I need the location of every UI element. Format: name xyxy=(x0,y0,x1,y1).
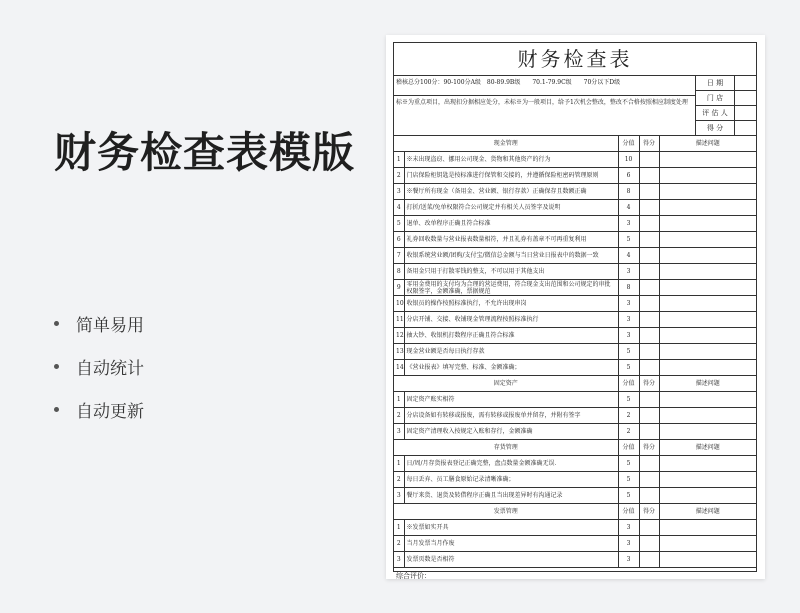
score-input-cell[interactable] xyxy=(639,552,659,568)
problem-desc-cell[interactable] xyxy=(659,312,756,328)
item-text: 收银员的操作按照标准执行，不允许出现串岗 xyxy=(404,296,618,312)
col-got-header: 得分 xyxy=(639,440,659,456)
score-input-cell[interactable] xyxy=(639,184,659,200)
table-row xyxy=(394,152,756,168)
item-number: 9 xyxy=(394,280,404,296)
feature-item xyxy=(54,313,144,336)
score-input-cell[interactable] xyxy=(639,536,659,552)
table-row xyxy=(394,408,756,424)
score-input-cell[interactable] xyxy=(639,344,659,360)
table-row xyxy=(394,200,756,216)
check-form xyxy=(393,42,757,580)
item-number: 2 xyxy=(394,408,404,424)
document-preview xyxy=(386,35,765,579)
problem-desc-cell[interactable] xyxy=(659,360,756,376)
item-number: 6 xyxy=(394,232,404,248)
item-number: 3 xyxy=(394,552,404,568)
table-row xyxy=(394,312,756,328)
problem-desc-cell[interactable] xyxy=(659,328,756,344)
col-desc-header: 描述问题 xyxy=(659,376,756,392)
item-text: 《营业报表》填写完整、标准、金额准确； xyxy=(404,360,618,376)
table-row xyxy=(394,168,756,184)
score-input-cell[interactable] xyxy=(639,520,659,536)
section-header-row xyxy=(394,376,756,392)
score-input-cell[interactable] xyxy=(639,472,659,488)
item-number: 2 xyxy=(394,472,404,488)
item-number: 12 xyxy=(394,328,404,344)
problem-desc-cell[interactable] xyxy=(659,280,756,296)
problem-desc-cell[interactable] xyxy=(659,424,756,440)
col-got-header: 得分 xyxy=(639,504,659,520)
score-input-cell[interactable] xyxy=(639,328,659,344)
item-text: 退单、改单程序正确且符合标准 xyxy=(404,216,618,232)
standard-note: 标※为重点项目，出现扣分据相应处分，未标※为一般项目，给予1次机会整改，整改不合格按照相应制度处理 xyxy=(396,99,688,106)
item-score: 3 xyxy=(618,264,639,280)
table-row xyxy=(394,216,756,232)
notes xyxy=(394,76,695,135)
item-score: 8 xyxy=(618,184,639,200)
item-score: 5 xyxy=(618,472,639,488)
table-row xyxy=(394,360,756,376)
section-title: 发票管理 xyxy=(394,504,618,520)
score-input-cell[interactable] xyxy=(639,312,659,328)
table-row xyxy=(394,520,756,536)
score-note: 稽核总分100分：90-100分A级 80-89.9B级 70.1-79.9C级 70分以下D级 xyxy=(394,76,695,96)
check-table xyxy=(394,136,756,568)
bullet-dot xyxy=(54,364,59,369)
document-title: 财务检查表 xyxy=(394,43,756,76)
problem-desc-cell[interactable] xyxy=(659,248,756,264)
item-score: 3 xyxy=(618,296,639,312)
info-label: 得 分 xyxy=(706,124,724,132)
info-row-store xyxy=(696,90,756,105)
assessor-field[interactable] xyxy=(734,106,756,120)
table-row xyxy=(394,472,756,488)
problem-desc-cell[interactable] xyxy=(659,520,756,536)
score-input-cell[interactable] xyxy=(639,392,659,408)
item-text: 餐厅来货、退货及转借程序正确且当出现差异时有沟通记录 xyxy=(404,488,618,504)
col-desc-header: 描述问题 xyxy=(659,136,756,152)
item-score: 3 xyxy=(618,328,639,344)
table-row xyxy=(394,248,756,264)
section-header-row xyxy=(394,136,756,152)
problem-desc-cell[interactable] xyxy=(659,472,756,488)
col-score-header: 分值 xyxy=(618,136,639,152)
item-score: 5 xyxy=(618,360,639,376)
item-text: 固定资产清理收入按规定入账和存行，金额准确 xyxy=(404,424,618,440)
item-number: 2 xyxy=(394,168,404,184)
item-text: 备用金只用于打散零钱的整支，不可以用于其他支出 xyxy=(404,264,618,280)
item-score: 4 xyxy=(618,248,639,264)
table-row xyxy=(394,296,756,312)
item-text: 发票页数是否相符 xyxy=(404,552,618,568)
feature-label: 自动统计 xyxy=(76,358,144,379)
score-input-cell[interactable] xyxy=(639,360,659,376)
bullet-dot xyxy=(54,321,59,326)
info-label: 日 期 xyxy=(706,79,724,87)
item-score: 3 xyxy=(618,552,639,568)
item-text: 礼券回收数量与营业报表数量相符，并且礼券有盖章不可再重复利用 xyxy=(404,232,618,248)
item-number: 3 xyxy=(394,424,404,440)
section-title: 存货管理 xyxy=(394,440,618,456)
score-input-cell[interactable] xyxy=(639,216,659,232)
item-score: 3 xyxy=(618,536,639,552)
info-row-date xyxy=(696,76,756,90)
item-score: 2 xyxy=(618,408,639,424)
item-score: 3 xyxy=(618,312,639,328)
item-text: 日/周/月存货报表登记正确完整，盘点数量金额准确无误． xyxy=(404,456,618,472)
item-text: 零用金费用的支付均为合理的营运费用，符合现金支出范围和公司规定的审批权限签字，金额准确，票据规范 xyxy=(404,280,618,296)
item-score: 5 xyxy=(618,344,639,360)
date-field[interactable] xyxy=(734,76,756,90)
score-input-cell[interactable] xyxy=(639,296,659,312)
problem-desc-cell[interactable] xyxy=(659,200,756,216)
score-input-cell[interactable] xyxy=(639,456,659,472)
section-header-row xyxy=(394,440,756,456)
score-input-cell[interactable] xyxy=(639,152,659,168)
item-number: 5 xyxy=(394,216,404,232)
item-score: 5 xyxy=(618,232,639,248)
bullet-dot xyxy=(54,407,59,412)
item-text: ※未出现盗窃、挪用公司现金、货物和其他资产的行为 xyxy=(404,152,618,168)
item-text: 分店开铺、交接、收铺现金管理流程按照标准执行 xyxy=(404,312,618,328)
item-text: 门店保险柜钥匙是按标准进行保管和交接的，并遵循保险柜密码管理原则 xyxy=(404,168,618,184)
feature-label: 自动更新 xyxy=(76,401,144,422)
col-got-header: 得分 xyxy=(639,136,659,152)
item-score: 5 xyxy=(618,488,639,504)
score-input-cell[interactable] xyxy=(639,232,659,248)
problem-desc-cell[interactable] xyxy=(659,344,756,360)
score-input-cell[interactable] xyxy=(639,248,659,264)
item-text: 分店设备如有转移或报废，需有转移或报废单并留存，并附有签字 xyxy=(404,408,618,424)
problem-desc-cell[interactable] xyxy=(659,456,756,472)
item-text: 抽大钞、收银机打数程序正确且符合标准 xyxy=(404,328,618,344)
item-number: 1 xyxy=(394,456,404,472)
item-score: 3 xyxy=(618,520,639,536)
table-row xyxy=(394,232,756,248)
problem-desc-cell[interactable] xyxy=(659,536,756,552)
col-score-header: 分值 xyxy=(618,440,639,456)
problem-desc-cell[interactable] xyxy=(659,296,756,312)
col-score-header: 分值 xyxy=(618,376,639,392)
item-score: 5 xyxy=(618,456,639,472)
item-text: ※发票如实开具 xyxy=(404,520,618,536)
problem-desc-cell[interactable] xyxy=(659,264,756,280)
item-text: 每日丢弃、员工膳食原始记录清晰准确； xyxy=(404,472,618,488)
info-fields xyxy=(695,76,756,135)
item-score: 5 xyxy=(618,392,639,408)
item-text: ※餐厅所有现金（备用金、营业额、银行存款）正确保存且数额正确 xyxy=(404,184,618,200)
problem-desc-cell[interactable] xyxy=(659,216,756,232)
section-title: 固定资产 xyxy=(394,376,618,392)
section-title: 现金管理 xyxy=(394,136,618,152)
section-header-row xyxy=(394,504,756,520)
table-row xyxy=(394,456,756,472)
item-number: 10 xyxy=(394,296,404,312)
item-score: 8 xyxy=(618,280,639,296)
table-row xyxy=(394,488,756,504)
item-number: 1 xyxy=(394,520,404,536)
item-text: 固定资产账实相符 xyxy=(404,392,618,408)
item-number: 1 xyxy=(394,392,404,408)
score-input-cell[interactable] xyxy=(639,424,659,440)
feature-list xyxy=(54,313,144,442)
item-score: 6 xyxy=(618,168,639,184)
table-row xyxy=(394,392,756,408)
problem-desc-cell[interactable] xyxy=(659,488,756,504)
item-score: 10 xyxy=(618,152,639,168)
item-number: 14 xyxy=(394,360,404,376)
score-input-cell[interactable] xyxy=(639,264,659,280)
item-number: 1 xyxy=(394,152,404,168)
item-number: 3 xyxy=(394,184,404,200)
page-title: 财务检查表模版 xyxy=(54,128,356,177)
table-row xyxy=(394,552,756,568)
problem-desc-cell[interactable] xyxy=(659,184,756,200)
problem-desc-cell[interactable] xyxy=(659,152,756,168)
problem-desc-cell[interactable] xyxy=(659,552,756,568)
feature-item xyxy=(54,399,144,422)
problem-desc-cell[interactable] xyxy=(659,232,756,248)
info-block xyxy=(394,76,756,136)
feature-item xyxy=(54,356,144,379)
item-text: 现金营业额是否每日执行存款 xyxy=(404,344,618,360)
score-input-cell[interactable] xyxy=(639,168,659,184)
score-input-cell[interactable] xyxy=(639,488,659,504)
col-got-header: 得分 xyxy=(639,376,659,392)
col-desc-header: 描述问题 xyxy=(659,440,756,456)
item-number: 7 xyxy=(394,248,404,264)
score-input-cell[interactable] xyxy=(639,200,659,216)
problem-desc-cell[interactable] xyxy=(659,408,756,424)
item-number: 3 xyxy=(394,488,404,504)
item-number: 11 xyxy=(394,312,404,328)
table-row xyxy=(394,536,756,552)
table-row xyxy=(394,184,756,200)
table-row xyxy=(394,328,756,344)
item-text: 当月发票当月作废 xyxy=(404,536,618,552)
col-desc-header: 描述问题 xyxy=(659,504,756,520)
info-row-assessor xyxy=(696,105,756,120)
info-label: 门 店 xyxy=(706,94,724,102)
item-number: 13 xyxy=(394,344,404,360)
item-score: 2 xyxy=(618,424,639,440)
total-score-field[interactable] xyxy=(734,121,756,135)
item-number: 4 xyxy=(394,200,404,216)
table-row xyxy=(394,344,756,360)
store-field[interactable] xyxy=(734,91,756,105)
info-row-total xyxy=(696,120,756,135)
problem-desc-cell[interactable] xyxy=(659,392,756,408)
table-row xyxy=(394,280,756,296)
item-number: 2 xyxy=(394,536,404,552)
item-text: 收银系统营业额/团购/支付宝/微信总金额与当日营业日报表中的数据一致 xyxy=(404,248,618,264)
comment-label: 综合评价： xyxy=(396,572,431,580)
item-score: 3 xyxy=(618,216,639,232)
item-score: 4 xyxy=(618,200,639,216)
problem-desc-cell[interactable] xyxy=(659,168,756,184)
info-label: 评 估 人 xyxy=(702,109,728,117)
table-row xyxy=(394,424,756,440)
table-row xyxy=(394,264,756,280)
item-text: 打折/送菜/免单权限符合公司规定并有相关人员签字及说明 xyxy=(404,200,618,216)
col-score-header: 分值 xyxy=(618,504,639,520)
score-input-cell[interactable] xyxy=(639,280,659,296)
item-number: 8 xyxy=(394,264,404,280)
feature-label: 简单易用 xyxy=(76,315,144,336)
score-input-cell[interactable] xyxy=(639,408,659,424)
